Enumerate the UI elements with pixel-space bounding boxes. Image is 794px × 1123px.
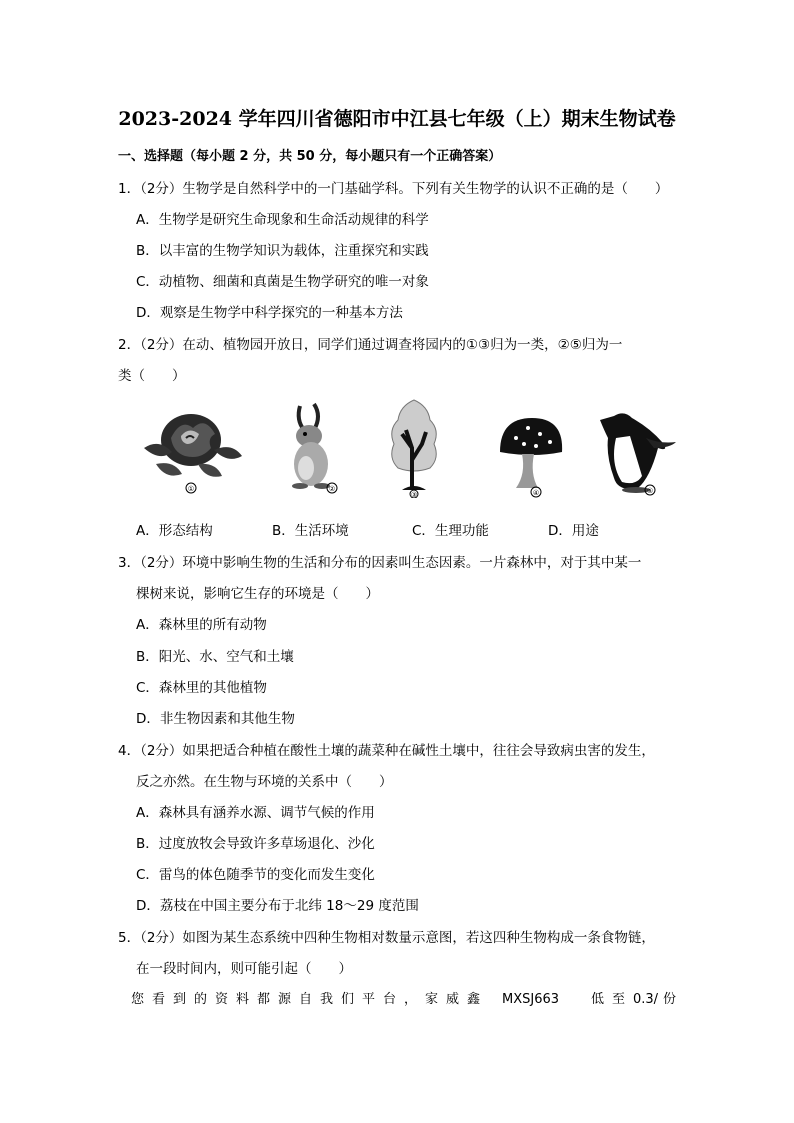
section-heading: 一、选择题（每小题 2 分，共 50 分，每小题只有一个正确答案） xyxy=(118,149,502,164)
footer-char: 资 xyxy=(215,992,229,1007)
footer-char: 源 xyxy=(278,992,292,1007)
footer-char: 您 xyxy=(131,992,145,1007)
question-5-stem-line2: 在一段时间内，则可能引起（ ） xyxy=(136,961,352,977)
footer-char: 我 xyxy=(320,992,334,1007)
question-2-stem-line1: 2．（2分）在动、植物园开放日，同学们通过调查将园内的①③归为一类，②⑤归为一 xyxy=(118,337,623,353)
page-title: 2023-2024 学年四川省德阳市中江县七年级（上）期末生物试卷 xyxy=(118,108,676,130)
mushroom-picture xyxy=(496,398,566,498)
rose-picture xyxy=(136,398,246,498)
question-2-option-d: D．用途 xyxy=(548,523,599,539)
footer-char: 份 xyxy=(663,992,677,1007)
footer-char: 们 xyxy=(341,992,355,1007)
question-3-option-d: D．非生物因素和其他生物 xyxy=(136,711,295,727)
footer-code: MXSJ663 xyxy=(502,992,560,1007)
figure-label-2: ② xyxy=(328,485,336,493)
question-5-stem-line1: 5．（2分）如图为某生态系统中四种生物相对数量示意图，若这四种生物构成一条食物链， xyxy=(118,930,655,946)
footer-char: ， xyxy=(404,992,418,1007)
question-3-stem-line1: 3．（2分）环境中影响生物的生活和分布的因素叫生态因素。一片森林中，对于其中某一 xyxy=(118,555,642,571)
footer-price: 0.3/ xyxy=(633,992,659,1007)
footer-notice xyxy=(131,988,676,1007)
question-2-options xyxy=(136,519,599,539)
question-4-option-b: B．过度放牧会导致许多草场退化、沙化 xyxy=(136,836,375,852)
footer-char: 至 xyxy=(612,992,626,1007)
question-2-figure xyxy=(136,398,681,503)
question-1-option-b: B．以丰富的生物学知识为载体，注重探究和实践 xyxy=(136,243,429,259)
question-3-option-c: C．森林里的其他植物 xyxy=(136,680,267,696)
question-2-option-b: B．生活环境 xyxy=(272,523,349,539)
question-1-option-c: C．动植物、细菌和真菌是生物学研究的唯一对象 xyxy=(136,274,429,290)
question-3-option-b: B．阳光、水、空气和土壤 xyxy=(136,649,294,665)
footer-char: 都 xyxy=(257,992,271,1007)
figure-label-5: ⑤ xyxy=(646,487,654,495)
footer-char: 料 xyxy=(236,992,250,1007)
question-1-option-d: D．观察是生物学中科学探究的一种基本方法 xyxy=(136,305,403,321)
figure-label-4: ④ xyxy=(532,489,540,497)
question-4-option-a: A．森林具有涵养水源、调节气候的作用 xyxy=(136,805,375,821)
footer-char: 的 xyxy=(194,992,208,1007)
question-4-stem-line1: 4．（2分）如果把适合种植在酸性土壤的蔬菜种在碱性土壤中，往往会导致病虫害的发生， xyxy=(118,743,655,759)
tree-picture xyxy=(384,398,444,498)
question-4-option-d: D．荔枝在中国主要分布于北纬 18～29 度范围 xyxy=(136,898,419,914)
footer-char: 平 xyxy=(362,992,376,1007)
question-4-stem-line2: 反之亦然。在生物与环境的关系中（ ） xyxy=(136,774,393,790)
figure-label-1: ① xyxy=(187,485,195,493)
footer-char: 台 xyxy=(383,992,397,1007)
footer-char: 看 xyxy=(152,992,166,1007)
footer-char: 低 xyxy=(591,992,605,1007)
question-4-option-c: C．雷鸟的体色随季节的变化而发生变化 xyxy=(136,867,375,883)
question-2-option-a: A．形态结构 xyxy=(136,523,213,539)
penguin-picture xyxy=(596,398,681,498)
footer-char: 到 xyxy=(173,992,187,1007)
question-2-option-c: C．生理功能 xyxy=(412,523,489,539)
footer-char: 家 xyxy=(425,992,439,1007)
question-2-stem-line2: 类（ ） xyxy=(118,368,186,384)
footer-char: 威 xyxy=(446,992,460,1007)
question-1-stem: 1．（2分）生物学是自然科学中的一门基础学科。下列有关生物学的认识不正确的是（ ） xyxy=(118,181,669,197)
footer-char: 自 xyxy=(299,992,313,1007)
question-3-stem-line2: 棵树来说，影响它生存的环境是（ ） xyxy=(136,586,379,602)
question-1-option-a: A．生物学是研究生命现象和生命活动规律的科学 xyxy=(136,212,429,228)
question-3-option-a: A．森林里的所有动物 xyxy=(136,617,267,633)
footer-char: 鑫 xyxy=(467,992,481,1007)
figure-label-3: ③ xyxy=(410,491,418,498)
rabbit-picture xyxy=(276,398,346,498)
